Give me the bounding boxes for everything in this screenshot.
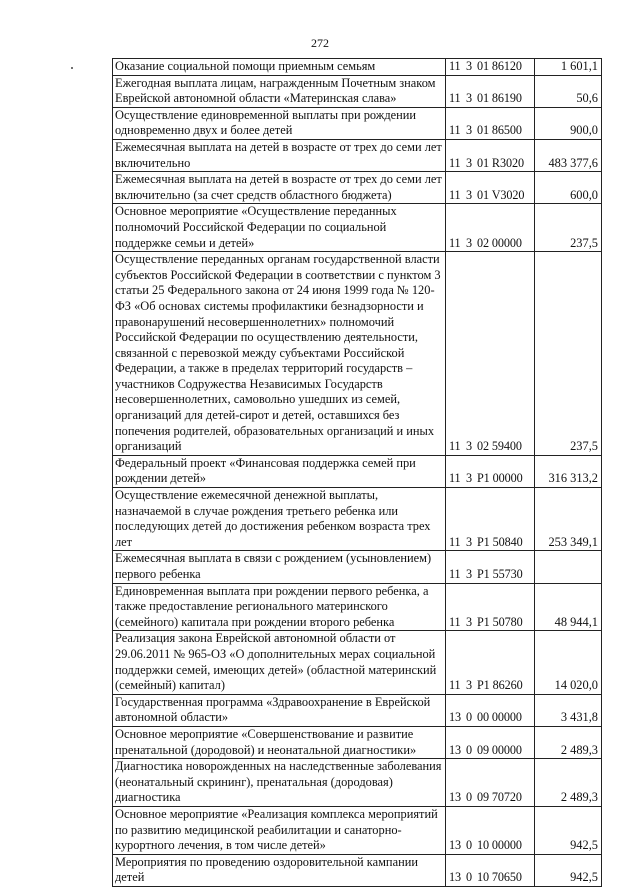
subprogram-code: 3 — [466, 534, 472, 549]
classification-code — [446, 59, 535, 76]
table-row — [113, 694, 602, 726]
classification-code — [446, 455, 535, 487]
activity-code: 01 R3020 — [477, 155, 524, 170]
table-row — [113, 455, 602, 487]
table-row — [113, 726, 602, 758]
amount-value: 900,0 — [535, 107, 602, 139]
page-number: 272 — [311, 36, 329, 50]
subprogram-code: 3 — [466, 91, 472, 106]
table-row — [113, 854, 602, 886]
program-code: 13 — [449, 742, 461, 757]
expense-item-name: Оказание социальной помощи приемным семьям — [113, 59, 446, 76]
amount-value: 942,5 — [535, 806, 602, 854]
table-row — [113, 59, 602, 76]
expense-item-name: Ежемесячная выплата на детей в возрасте от трех до семи лет включительно (за счет средств областного бюджета) — [113, 172, 446, 204]
table-row — [113, 631, 602, 694]
expense-item-name: Государственная программа «Здравоохранение в Еврейской автономной области» — [113, 694, 446, 726]
activity-code: P1 00000 — [477, 471, 523, 486]
program-code: 11 — [449, 59, 461, 73]
program-code: 11 — [449, 614, 461, 629]
table-row — [113, 107, 602, 139]
amount-value: 237,5 — [535, 204, 602, 252]
classification-code — [446, 694, 535, 726]
classification-code — [446, 252, 535, 456]
table-row — [113, 252, 602, 456]
amount-value: 48 944,1 — [535, 583, 602, 631]
classification-code — [446, 488, 535, 551]
amount-value: 253 349,1 — [535, 488, 602, 551]
program-code: 13 — [449, 838, 461, 853]
expense-item-name: Ежемесячная выплата на детей в возрасте от трех до семи лет включительно — [113, 139, 446, 171]
subprogram-code: 0 — [466, 742, 472, 757]
subprogram-code: 0 — [466, 790, 472, 805]
program-code: 11 — [449, 91, 461, 106]
table-row — [113, 488, 602, 551]
subprogram-code: 3 — [466, 614, 472, 629]
amount-value: 942,5 — [535, 854, 602, 886]
subprogram-code: 3 — [466, 123, 472, 138]
program-code: 13 — [449, 710, 461, 725]
classification-code — [446, 204, 535, 252]
subprogram-code: 0 — [466, 838, 472, 853]
subprogram-code: 0 — [466, 710, 472, 725]
activity-code: P1 86260 — [477, 678, 523, 693]
program-code: 11 — [449, 567, 461, 581]
activity-code: P1 50780 — [477, 614, 523, 629]
activity-code: 02 00000 — [477, 235, 522, 250]
classification-code — [446, 172, 535, 204]
activity-code: 10 70650 — [477, 870, 522, 885]
classification-code — [446, 583, 535, 631]
table-row — [113, 75, 602, 107]
program-code: 13 — [449, 790, 461, 805]
activity-code: 01 86120 — [477, 59, 522, 73]
amount-value: 50,6 — [535, 75, 602, 107]
classification-code — [446, 806, 535, 854]
activity-code: 01 V3020 — [477, 187, 525, 202]
subprogram-code: 3 — [466, 155, 472, 170]
program-code: 11 — [449, 471, 461, 486]
activity-code: P1 55730 — [477, 567, 523, 581]
subprogram-code: 3 — [466, 187, 472, 202]
subprogram-code: 3 — [466, 678, 472, 693]
classification-code — [446, 107, 535, 139]
activity-code: 09 70720 — [477, 790, 522, 805]
subprogram-code: 3 — [466, 59, 472, 73]
classification-code — [446, 75, 535, 107]
expense-item-name: Основное мероприятие «Совершенствование и развитие пренатальной (дородовой) и неонатальной диагностики» — [113, 726, 446, 758]
subprogram-code: 3 — [466, 439, 472, 454]
budget-table-body — [113, 59, 602, 887]
table-row — [113, 172, 602, 204]
program-code: 11 — [449, 534, 461, 549]
expense-item-name: Основное мероприятие «Реализация комплекса мероприятий по развитию медицинской реабилитации и санаторно-курортного лечения, в том числе детей» — [113, 806, 446, 854]
classification-code — [446, 726, 535, 758]
expense-item-name: Основное мероприятие «Осуществление переданных полномочий Российской Федерации по социальной поддержке семьи и детей» — [113, 204, 446, 252]
table-row — [113, 759, 602, 807]
classification-code — [446, 631, 535, 694]
subprogram-code: 3 — [466, 235, 472, 250]
classification-code — [446, 854, 535, 886]
activity-code: 01 86190 — [477, 91, 522, 106]
budget-table — [112, 58, 602, 887]
activity-code: 00 00000 — [477, 710, 522, 725]
subprogram-code: 3 — [466, 567, 472, 581]
program-code: 11 — [449, 235, 461, 250]
amount-value: 14 020,0 — [535, 631, 602, 694]
amount-value: 2 489,3 — [535, 726, 602, 758]
amount-value: 2 489,3 — [535, 759, 602, 807]
program-code: 11 — [449, 439, 461, 454]
program-code: 11 — [449, 187, 461, 202]
program-code: 11 — [449, 123, 461, 138]
expense-item-name: Реализация закона Еврейской автономной области от 29.06.2011 № 965-ОЗ «О дополнительных мерах социальной поддержки семей, имеющих детей» (областной материнский (семейный) капитал) — [113, 631, 446, 694]
expense-item-name: Мероприятия по проведению оздоровительной кампании детей — [113, 854, 446, 886]
classification-code — [446, 139, 535, 171]
classification-code — [446, 759, 535, 807]
activity-code: 09 00000 — [477, 742, 522, 757]
amount-value: 237,5 — [535, 252, 602, 456]
amount-value: 600,0 — [535, 172, 602, 204]
scan-speck — [71, 67, 73, 69]
activity-code: 10 00000 — [477, 838, 522, 853]
expense-item-name: Единовременная выплата при рождении первого ребенка, а также предоставление регионального материнского (семейного) капитала при рождении второго ребенка — [113, 583, 446, 631]
table-row — [113, 139, 602, 171]
subprogram-code: 3 — [466, 471, 472, 486]
table-row — [113, 806, 602, 854]
amount-value: 3 431,8 — [535, 694, 602, 726]
table-row — [113, 204, 602, 252]
program-code: 11 — [449, 155, 461, 170]
expense-item-name: Ежегодная выплата лицам, награжденным Почетным знаком Еврейской автономной области «Материнская слава» — [113, 75, 446, 107]
table-row — [113, 551, 602, 583]
expense-item-name: Осуществление единовременной выплаты при рождении одновременно двух и более детей — [113, 107, 446, 139]
subprogram-code: 0 — [466, 870, 472, 885]
activity-code: 02 59400 — [477, 439, 522, 454]
expense-item-name: Диагностика новорожденных на наследственные заболевания (неонатальный скрининг), пренатальная (дородовая) диагностика — [113, 759, 446, 807]
amount-value: 483 377,6 — [535, 139, 602, 171]
amount-value: 1 601,1 — [535, 59, 602, 76]
expense-item-name: Ежемесячная выплата в связи с рождением (усыновлением) первого ребенка — [113, 551, 446, 583]
program-code: 13 — [449, 870, 461, 885]
classification-code — [446, 551, 535, 583]
program-code: 11 — [449, 678, 461, 693]
expense-item-name: Осуществление переданных органам государственной власти субъектов Российской Федерации в соответствии с пунктом 3 статьи 25 Федерального закона от 24 июня 1999 года № 120-ФЗ «Об основах системы профилактики безнадзорности и правонарушений несовершеннолетних» полномочий Российской Федерации по осуществлению деятельности, связанной с перевозкой между субъектами Российской Федерации, а также в пределах территорий государств – участников Содружества Независимых Государств несовершеннолетних, самовольно ушедших из семей, организаций для детей-сирот и детей, оставшихся без попечения родителей, образовательных организаций и иных организаций — [113, 252, 446, 456]
amount-value: 316 313,2 — [535, 455, 602, 487]
expense-item-name: Федеральный проект «Финансовая поддержка семей при рождении детей» — [113, 455, 446, 487]
amount-value — [535, 551, 602, 583]
expense-item-name: Осуществление ежемесячной денежной выплаты, назначаемой в случае рождения третьего ребенка или последующих детей до достижения ребенком возраста трех лет — [113, 488, 446, 551]
table-row — [113, 583, 602, 631]
activity-code: P1 50840 — [477, 534, 523, 549]
activity-code: 01 86500 — [477, 123, 522, 138]
